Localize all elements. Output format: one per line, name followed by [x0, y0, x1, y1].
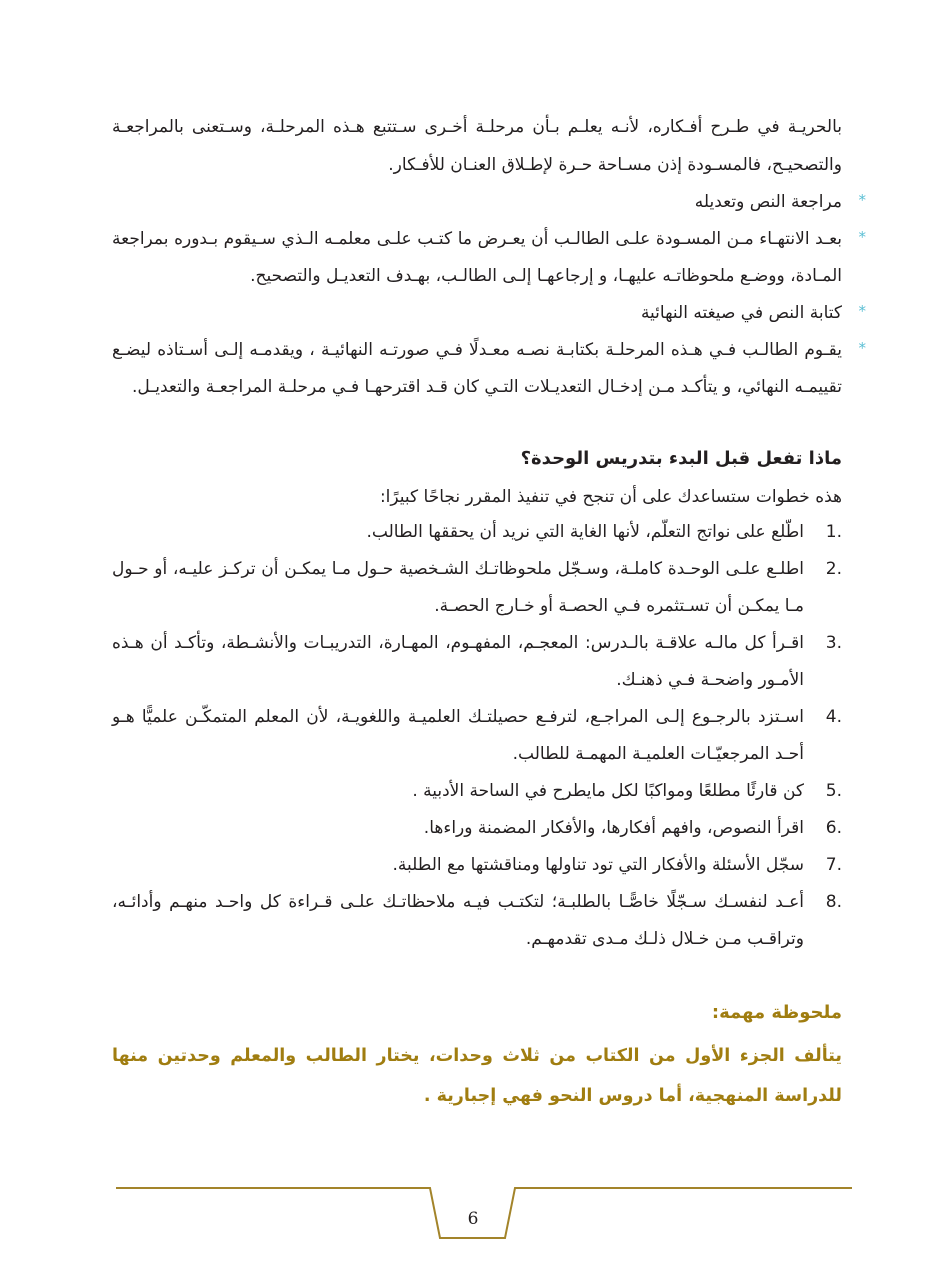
bullet-item: * كتابة النص في صيغته النهائية [112, 295, 842, 332]
list-item: 4. اسـتزد بالرجـوع إلـى المراجـع، لترفـع حصيلتـك العلميـة واللغويـة، لأن المعلم المتمكّـن علميًّا هـو أحـد المرجعيّـات العلميـة المهمـة للطالب. [112, 707, 842, 764]
page-number: 6 [467, 1209, 479, 1229]
asterisk-bullet-icon: * [858, 339, 866, 357]
list-item: 6. اقرأ النصوص، وافهم أفكارها، والأفكار المضمنة وراءها. [423, 818, 842, 838]
steps-list [112, 514, 842, 958]
note-heading: ملحوظة مهمة: [711, 1002, 842, 1023]
page-content [112, 108, 866, 1116]
section-heading: ماذا تفعل قبل البدء بتدريس الوحدة؟ [520, 448, 842, 469]
list-item: 8. أعـد لنفسـك سـجّلًا خاصًّـا بالطلبـة؛ لتكتـب فيـه ملاحظاتـك علـى قـراءة كل واحـد منهـم وأدائـه، وتراقـب مـن خـلال ذلـك مـدى تقدمهـم. [112, 892, 842, 949]
asterisk-bullet-icon: * [858, 191, 866, 209]
section-intro: هذه خطوات ستساعدك على أن تنجح في تنفيذ المقرر نجاحًا كبيرًا: [379, 487, 842, 507]
bullet-item: * بعـد الانتهـاء مـن المسـودة علـى الطالـب أن يعـرض ما كتـب علـى معلمـه الـذي سـيقوم بـدوره بمراجعة المـادة، ووضـع ملحوظاتـه عليهـا، و إرجاعهـا إلـى الطالـب، بهـدف التعديـل والتصحيح. [112, 221, 842, 295]
list-item: 2. اطلـع علـى الوحـدة كاملـة، وسـجّل ملحوظاتـك الشـخصية حـول مـا يمكـن أن تركـز عليـه، أو حـول مـا يمكـن أن تسـتثمره فـي الحصـة أو خـارج الحصـة. [112, 559, 842, 616]
list-item: 5. كن قارئًا مطلعًا ومواكبًا لكل مايطرح في الساحة الأدبية . [412, 781, 842, 801]
asterisk-bullet-icon: * [858, 228, 866, 246]
bullet-item: * مراجعة النص وتعديله [112, 184, 842, 221]
bullet-item: * يقـوم الطالـب فـي هـذه المرحلـة بكتابـة نصـه معـدلًا فـي صورتـه النهائيـة ، ويقدمـه إلـى أسـتاذه ليضـع تقييمـه النهائي، و يتأكـد مـن إدخـال التعديـلات التـي كان قـد اقترحهـا فـي مرحلـة المراجعـة والتعديـل. [112, 332, 842, 406]
note-body: يتألف الجزء الأول من الكتاب من ثلاث وحدات، يختار الطالب والمعلم وحدتين منها للدراسة المنهجية، أما دروس النحو فهي إجبارية . [112, 1046, 842, 1106]
list-item: 1. اطّلع على نواتج التعلّم، لأنها الغاية التي نريد أن يحققها الطالب. [366, 522, 842, 542]
list-item: 7. سجّل الأسئلة والأفكار التي تود تناولها ومناقشتها مع الطلبة. [392, 855, 842, 875]
asterisk-bullet-icon: * [858, 302, 866, 320]
continued-paragraph: بالحريـة في طـرح أفـكاره، لأنـه يعلـم بـأن مرحلـة أخـرى سـتتبع هـذه المرحلـة، وسـتعنى بالمراجعـة والتصحيـح، فالمسـودة إذن مسـاحة حـرة لإطـلاق العنـان للأفـكار. [112, 117, 842, 175]
list-item: 3. اقـرأ كل مالـه علاقـة بالـدرس: المعجـم، المفهـوم، المهـارة، التدريبـات والأنشـطة، وتأكـد أن هـذه الأمـور واضحـة فـي ذهنـك. [112, 633, 842, 690]
